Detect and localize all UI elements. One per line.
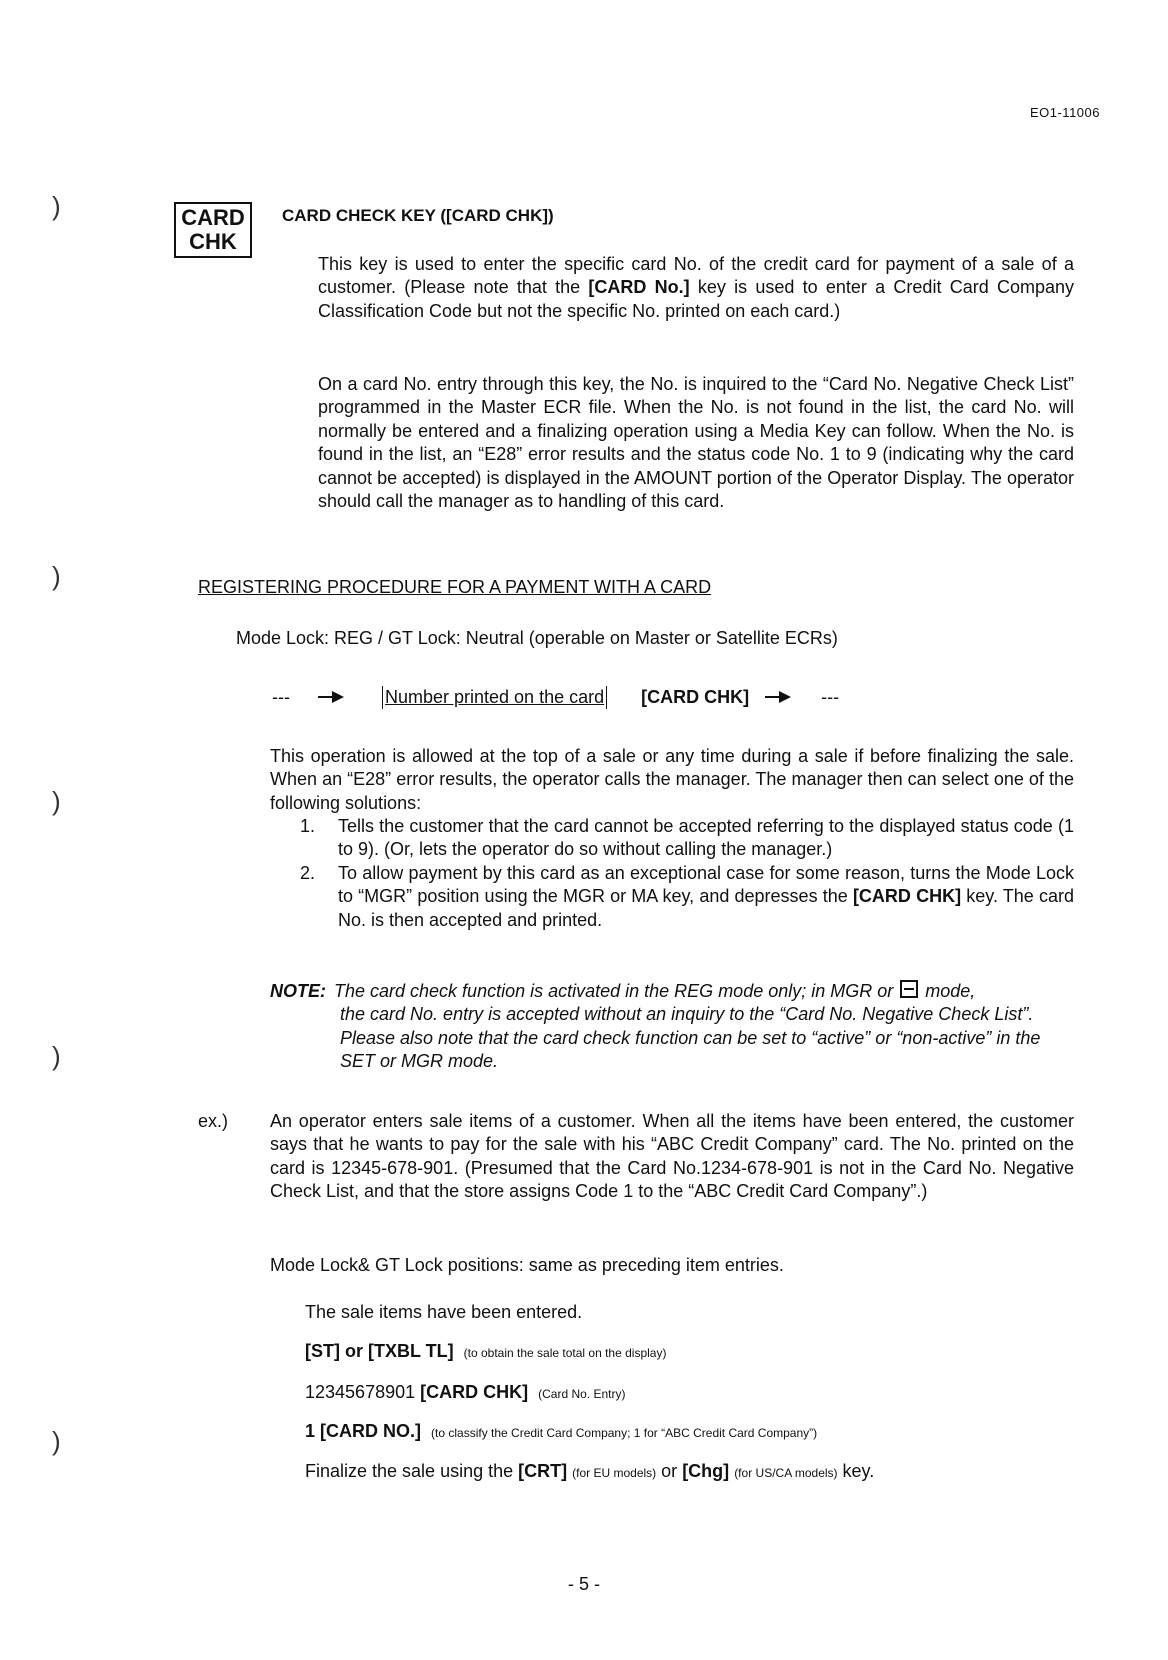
step-note: (to classify the Credit Card Company; 1 for “ABC Credit Card Company”) xyxy=(431,1426,818,1440)
note-label: NOTE: xyxy=(270,981,326,1001)
list-text: Tells the customer that the card cannot be accepted referring to the displayed status code (1 to 9). (Or, lets the operator do so without calling the manager.) xyxy=(338,816,1074,860)
step-note: (for EU models) xyxy=(572,1466,657,1480)
list-text: To allow payment by this card as an exceptional case for some reason, turns the Mode Lock to “MGR” position using the MGR or MA key, and depresses the [CARD CHK] key. The card No. is then accepted and printed. xyxy=(338,862,1074,930)
note-text-a: The card check function is activated in the REG mode only; in MGR or xyxy=(334,981,899,1001)
arrow-icon xyxy=(318,686,344,709)
card-number-value: 12345678901 xyxy=(305,1382,416,1402)
card-chk-key-symbol xyxy=(174,202,252,258)
card-chk-key-ref: [CARD CHK] xyxy=(641,687,750,707)
step-note: (Card No. Entry) xyxy=(538,1387,626,1401)
step-note: (for US/CA models) xyxy=(734,1466,838,1480)
binder-mark: ) xyxy=(52,191,61,221)
section-title: CARD CHECK KEY ([CARD CHK]) xyxy=(282,206,554,225)
list-item xyxy=(300,862,1074,932)
example-label: ex.) xyxy=(198,1111,229,1131)
list-item xyxy=(300,815,1074,862)
key-label-line2: CHK xyxy=(189,229,237,255)
crt-key-ref: [CRT] xyxy=(518,1461,568,1481)
intro-text-a: This key is used to enter the specific card No. of the credit card for payment of a sale of a customer. (Please note that the xyxy=(318,254,1074,298)
intro-text-b: key is used to enter a Credit Card Company Classification Code but not the specific No. printed on each card.) xyxy=(318,277,1074,321)
page-number: - 5 - xyxy=(567,1574,600,1594)
intro-paragraph xyxy=(318,253,1074,323)
example-step xyxy=(305,1420,817,1443)
list-number: 2. xyxy=(300,862,316,883)
operation-paragraph: This operation is allowed at the top of a sale or any time during a sale if before finalizing the sale. When an “E28” error results, the operator calls the manager. The manager then can select one of the following solutions: xyxy=(270,746,1074,813)
key-label-line1: CARD xyxy=(181,205,245,230)
chg-key-ref: [Chg] xyxy=(682,1461,730,1481)
card-chk-key-ref: [CARD CHK] xyxy=(852,886,962,907)
example-paragraph: An operator enters sale items of a customer. When all the items have been entered, the customer says that he wants to pay for the sale with his “ABC Credit Company” card. The No. printed on the card is 12345-678-901. (Presumed that the Card No.1234-678-901 is not in the Card No. Negative Check List, and that the store assigns Code 1 to the “ABC Credit Card Company”.) xyxy=(270,1111,1074,1202)
card-number-entry: Number printed on the card xyxy=(382,686,607,709)
example-step: Finalize the sale using the [CRT] (for EU models) or [Chg] (for US/CA models) key. xyxy=(305,1461,875,1481)
binder-mark: ) xyxy=(52,1426,61,1456)
arrow-icon xyxy=(765,686,791,709)
binder-mark: ) xyxy=(52,1041,61,1071)
st-key-ref: [ST] or [TXBL TL] xyxy=(305,1341,454,1361)
sequence-start: --- xyxy=(272,687,290,707)
inquiry-paragraph: On a card No. entry through this key, the No. is inquired to the “Card No. Negative Check List” programmed in the Master ECR file. When the No. is not found in the list, the card No. will normally be entered and a finalizing operation using a Media Key can follow. When the No. is found in the list, an “E28” error results and the status code No. 1 to 9 (indicating why the card cannot be accepted) is displayed in the AMOUNT portion of the Operator Display. The operator should call the manager as to handling of this card. xyxy=(318,374,1074,511)
card-no-key-ref: [CARD No.] xyxy=(588,277,690,298)
card-chk-key-ref: [CARD CHK] xyxy=(420,1382,529,1402)
list-number: 1. xyxy=(300,816,316,836)
binder-mark: ) xyxy=(52,561,61,591)
document-id: EO1-11006 xyxy=(1029,105,1100,120)
note-block xyxy=(270,980,1080,1074)
procedure-heading: REGISTERING PROCEDURE FOR A PAYMENT WITH A CARD xyxy=(198,577,712,597)
binder-mark: ) xyxy=(52,786,61,816)
card-no-key-ref: 1 [CARD NO.] xyxy=(305,1421,421,1441)
note-text-c: the card No. entry is accepted without an inquiry to the “Card No. Negative Check List”. Please also note that the card check function can be set to “active” or “non-active” in the SET or MGR mode. xyxy=(340,1004,1041,1072)
note-text-b: mode, xyxy=(920,981,976,1001)
sequence-end: --- xyxy=(821,687,840,707)
key-sequence xyxy=(272,686,839,709)
step-note: (to obtain the sale total on the display) xyxy=(463,1346,667,1360)
lock-mode-icon xyxy=(900,980,918,998)
mode-lock-line: Mode Lock: REG / GT Lock: Neutral (operable on Master or Satellite ECRs) xyxy=(236,628,838,648)
example-step xyxy=(305,1381,626,1404)
solutions-list xyxy=(300,815,1074,932)
example-step: The sale items have been entered. xyxy=(305,1302,583,1322)
mode-positions-line: Mode Lock& GT Lock positions: same as preceding item entries. xyxy=(270,1255,784,1275)
example-step xyxy=(305,1340,666,1363)
